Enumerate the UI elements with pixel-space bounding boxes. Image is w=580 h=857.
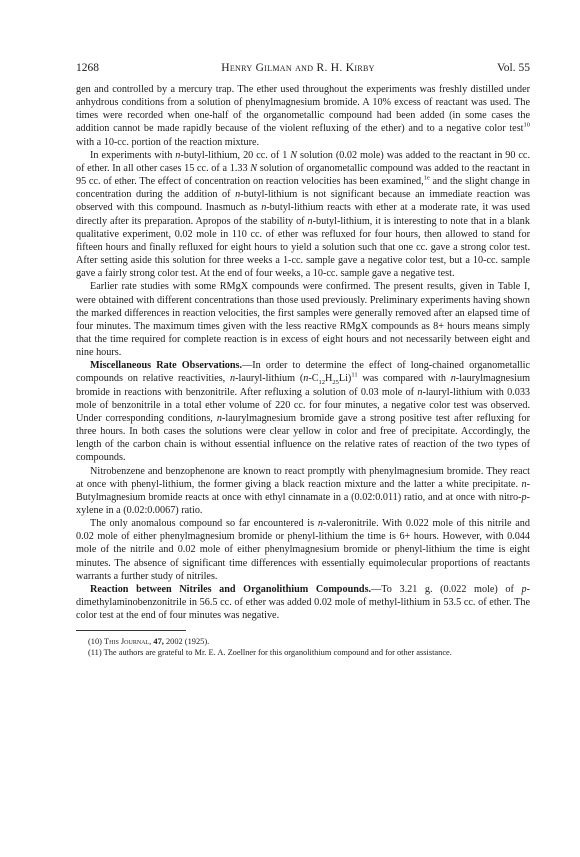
volume-number: Vol. 55 [496,62,530,74]
paragraph-text: -lauryl-lithium with 0.033 mole of benzonitrile in a total ether volume of 220 cc. for four minutes, a negative color test was observed. Under corresponding conditions, [76,386,531,424]
volume-bold: 47, [153,637,164,647]
italic-prefix: p [521,491,527,503]
italic-prefix: n [230,373,236,385]
italic-prefix: n [417,386,423,398]
paragraph-text: -butyl-lithium, it is interesting to note that in a blank qualitative experiment, 0.02 mole in 110 cc. of ether was refluxed for four hours, then allowed to stand for fifteen hours and finally refluxed for eight hours to yield a solution such that one cc. gave a strong color test. After setting aside this solution for three weeks a 1-cc. sample gave a negative color test, but a 10-cc. sample gave a fairly strong color test. At the end of four weeks, a 10-cc. sample gave a negative test. [76,215,530,280]
section-run-in-heading: Reaction between Nitriles and Organolithium Compounds. [90,583,372,595]
paragraph-text: solution of organometallic compound was added to the reactant in 95 cc. of ether. The effect of concentration on reaction velocities has been examined, [76,162,530,188]
paragraph-text: -butyl-lithium is not significant because an immediate reaction was observed with this compound. Inasmuch as [76,189,530,214]
paragraph-text: -Butylmagnesium bromide reacts at once with ethyl cinnamate in a (0.02:0.011) ratio, and at once with nitro- [76,478,530,503]
italic-prefix: p [521,583,527,595]
paragraph-2 [76,149,530,281]
paragraph-text: and the slight change in concentration during the addition of [76,176,530,201]
paragraph-text: -laurylmagnesium bromide in reactions with benzonitrile. After refluxing a solution of 0.03 mole of [76,373,530,398]
paragraph-7 [76,583,530,622]
italic-normality: N [250,162,258,174]
paragraph-3: Earlier rate studies with some RMgX compounds were confirmed. The present results, given in Table I, were obtained with different concentrations than those used previously. Preliminary experiments having shown the marked differences in reaction velocities, the first samples were generally removed after an elapsed time of four minutes. The maximum times given with the less reactive RMgX compounds as 8+ hours means simply that the time required for complete reaction is in excess of eight hours and not necessarily between eight and nine hours. [76,281,530,359]
paragraph-text: In experiments with [90,149,176,161]
page-number: 1268 [76,62,99,74]
footnote-divider [76,630,186,631]
section-run-in-heading: Miscellaneous Rate Observations. [90,360,243,372]
italic-prefix: n [521,478,527,490]
footnote-11 [76,647,530,658]
paragraph-6 [76,517,530,583]
paragraph-text: H [325,373,333,385]
italic-prefix: n [307,215,313,227]
footnote-text: The authors are grateful to Mr. E. A. Zoellner for this organolithium compound and for other assistance. [103,648,452,658]
footnote-number: (10) [88,637,102,647]
paragraph-text: -laurylmagnesium bromide gave a strong positive test after refluxing for three hours. In both cases the solutions were clear yellow in color and free of precipitate. Accordingly, the length of the carbon chain is without essential influence on the relative rates of reaction of the two types of compounds. [76,412,530,464]
footnote-text: 2002 (1925). [163,637,210,647]
footnote-ref-10: 10 [523,122,530,130]
paragraph-4 [76,359,530,464]
paragraph-text: Nitrobenzene and benzophenone are known to react promptly with phenylmagnesium bromide. They react at once with phenyl-lithium, the former giving a black reaction mixture and the latter a white precipitate. [76,465,530,490]
journal-abbrev: This Journal, [104,637,152,647]
paragraph-text: solution (0.02 mole) was added to the reactant in 90 cc. of ether. In all other cases 15 cc. of a 1.33 [76,149,531,174]
footnote-number: (11) [88,648,102,658]
paragraph-text: The only anomalous compound so far encountered is [90,518,318,530]
italic-normality: N [290,149,298,161]
running-head [76,62,530,74]
italic-prefix: n [450,373,456,385]
paragraph-text: gen and controlled by a mercury trap. The ether used throughout the experiments was freshly distilled under anhydrous conditions from a solution of phenylmagnesium bromide. A 10% excess of reactant was used. The times were recorded when one-half of the organometallic compound had been added (in some cases the addition cannot be made rapidly because of the violent refluxing of the ether) and to a negative color test [76,84,530,135]
running-head-authors: Henry Gilman and R. H. Kirby [221,62,375,74]
italic-prefix: n [261,202,267,214]
paragraph-5 [76,465,530,518]
italic-prefix: n [235,189,241,201]
footnote-ref-1e: 1e [423,174,430,182]
italic-prefix: n [175,149,181,161]
footnotes [76,636,530,658]
italic-prefix: n [216,412,222,424]
subscript: 25 [332,379,339,387]
footnote-ref-11: 11 [351,372,358,380]
italic-prefix: n [303,373,309,385]
paragraph-text: -dimethylaminobenzonitrile in 56.5 cc. of ether was added 0.02 mole of methyl-lithium in 53.5 cc. of ether. The color test at the end of four minutes was negative. [76,583,530,622]
paragraph-text: with a 10-cc. portion of the reaction mixture. [76,136,260,148]
paragraph-text: was compared with [357,373,451,385]
paragraph-1 [76,83,530,149]
body-text [76,83,530,622]
paragraph-text: -xylene in a (0.02:0.0067) ratio. [76,491,530,516]
paragraph-text: -valeronitrile. With 0.022 mole of this nitrile and 0.02 mole of either phenylmagnesium bromide or phenyl-lithium the time is 6+ hours. However, with 0.044 mole of the nitrile and 0.02 mole of either phenylmagnesium bromide or phenyl-lithium the time is eight minutes. The absence of significant time differences with essentially equimolecular proportions of reactants warrants a further study of nitriles. [76,518,530,582]
subscript: 12 [318,379,326,387]
paragraph-text: —In order to determine the effect of long-chained organometallic compounds on relative reactivities, [76,360,530,385]
footnote-10 [76,636,530,647]
italic-prefix: n [317,518,323,530]
paragraph-text: -C [308,373,319,385]
paragraph-text: -butyl-lithium, 20 cc. of 1 [180,149,291,161]
paragraph-text: -lauryl-lithium ( [235,373,304,385]
paragraph-text: —To 3.21 g. (0.022 mole) of [371,583,522,595]
paragraph-text: Li) [338,373,352,385]
paragraph-text: -butyl-lithium reacts with ether at a moderate rate, it was used directly after its preparation. Apropos of the stability of [76,202,530,227]
